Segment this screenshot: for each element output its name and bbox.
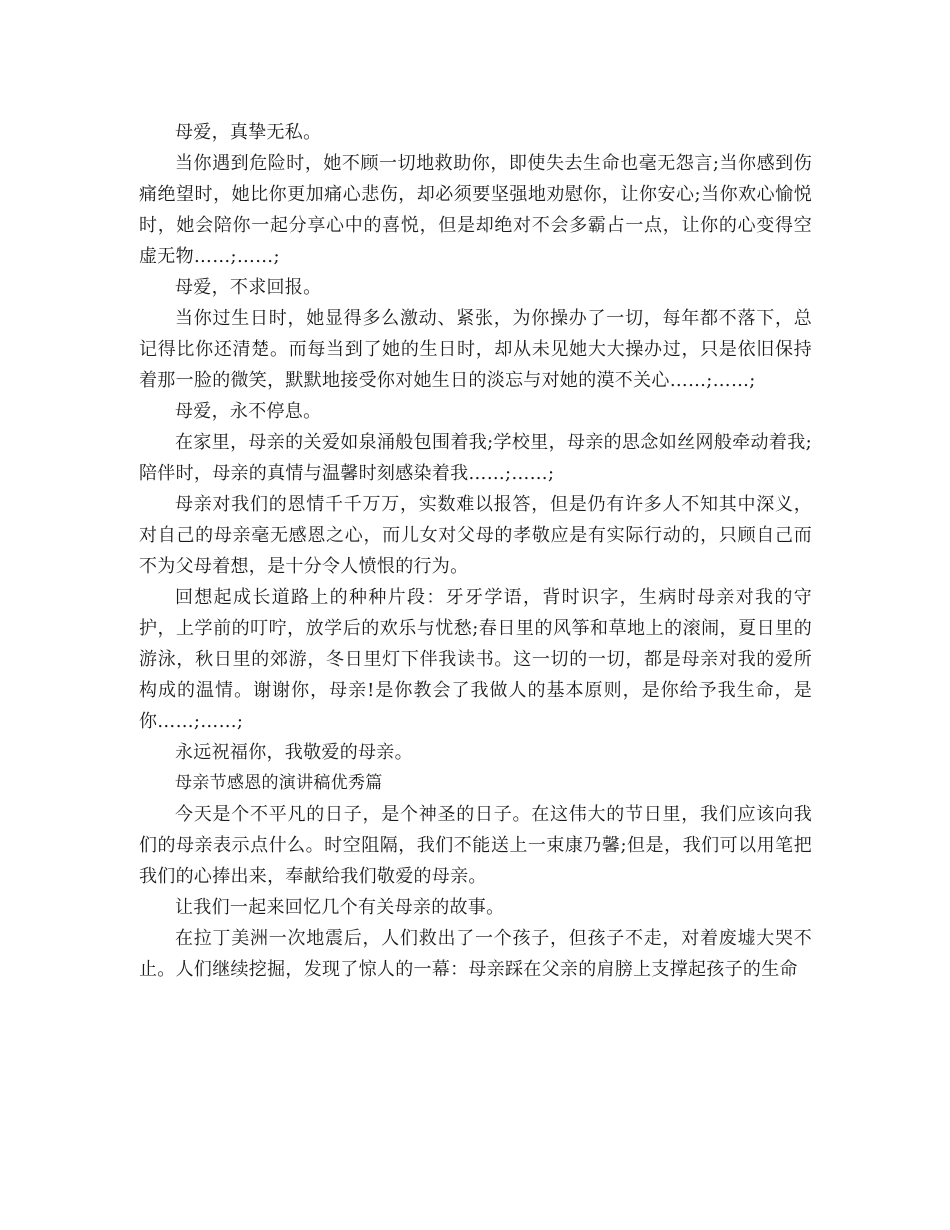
paragraph: 母爱，永不停息。 [175,401,322,422]
paragraph: 回想起成长道路上的种种片段：牙牙学语，背时识字，生病时母亲对我的守护，上学前的叮咛，放学后的欢乐与忧愁;春日里的风筝和草地上的滚闹，夏日里的游泳，秋日里的郊游，冬日里灯下伴我读书。这一切的一切，都是母亲对我的爱所构成的温情。谢谢你，母亲!是你教会了我做人的基本原则，是你给予我生命，是你……;……; [139,587,812,732]
paragraph: 当你过生日时，她显得多么激动、紧张，为你操办了一切，每年都不落下，总记得比你还清楚。而每当到了她的生日时，却从未见她大大操办过，只是依旧保持着那一脸的微笑，默默地接受你对她生日的淡忘与对她的漠不关心……;……; [139,308,812,391]
paragraph: 母亲对我们的恩情千千万万，实数难以报答，但是仍有许多人不知其中深义，对自己的母亲毫无感恩之心，而儿女对父母的孝敬应是有实际行动的，只顾自己而不为父母着想，是十分令人愤恨的行为。 [139,494,812,577]
paragraph: 今天是个不平凡的日子，是个神圣的日子。在这伟大的节日里，我们应该向我们的母亲表示点什么。时空阻隔，我们不能送上一束康乃馨;但是，我们可以用笔把我们的心捧出来，奉献给我们敬爱的母亲。 [139,804,812,887]
paragraph: 当你遇到危险时，她不顾一切地救助你，即使失去生命也毫无怨言;当你感到伤痛绝望时，她比你更加痛心悲伤，却必须要坚强地劝慰你，让你安心;当你欢心愉悦时，她会陪你一起分享心中的喜悦，但是却绝对不会多霸占一点，让你的心变得空虚无物……;……; [139,153,812,267]
paragraph: 在拉丁美洲一次地震后，人们救出了一个孩子，但孩子不走，对着废墟大哭不止。人们继续挖掘，发现了惊人的一幕：母亲踩在父亲的肩膀上支撑起孩子的生命 [139,928,812,980]
section-title: 母亲节感恩的演讲稿优秀篇 [175,773,383,793]
paragraph: 母爱，不求回报。 [175,277,322,298]
paragraph: 永远祝福你，我敬爱的母亲。 [175,742,413,763]
paragraph: 在家里，母亲的关爱如泉涌般包围着我;学校里，母亲的思念如丝网般牵动着我;陪伴时，母亲的真情与温馨时刻感染着我……;……; [139,432,812,484]
document-body [139,117,812,985]
paragraph: 让我们一起来回忆几个有关母亲的故事。 [175,897,505,918]
paragraph: 母爱，真挚无私。 [175,122,322,143]
